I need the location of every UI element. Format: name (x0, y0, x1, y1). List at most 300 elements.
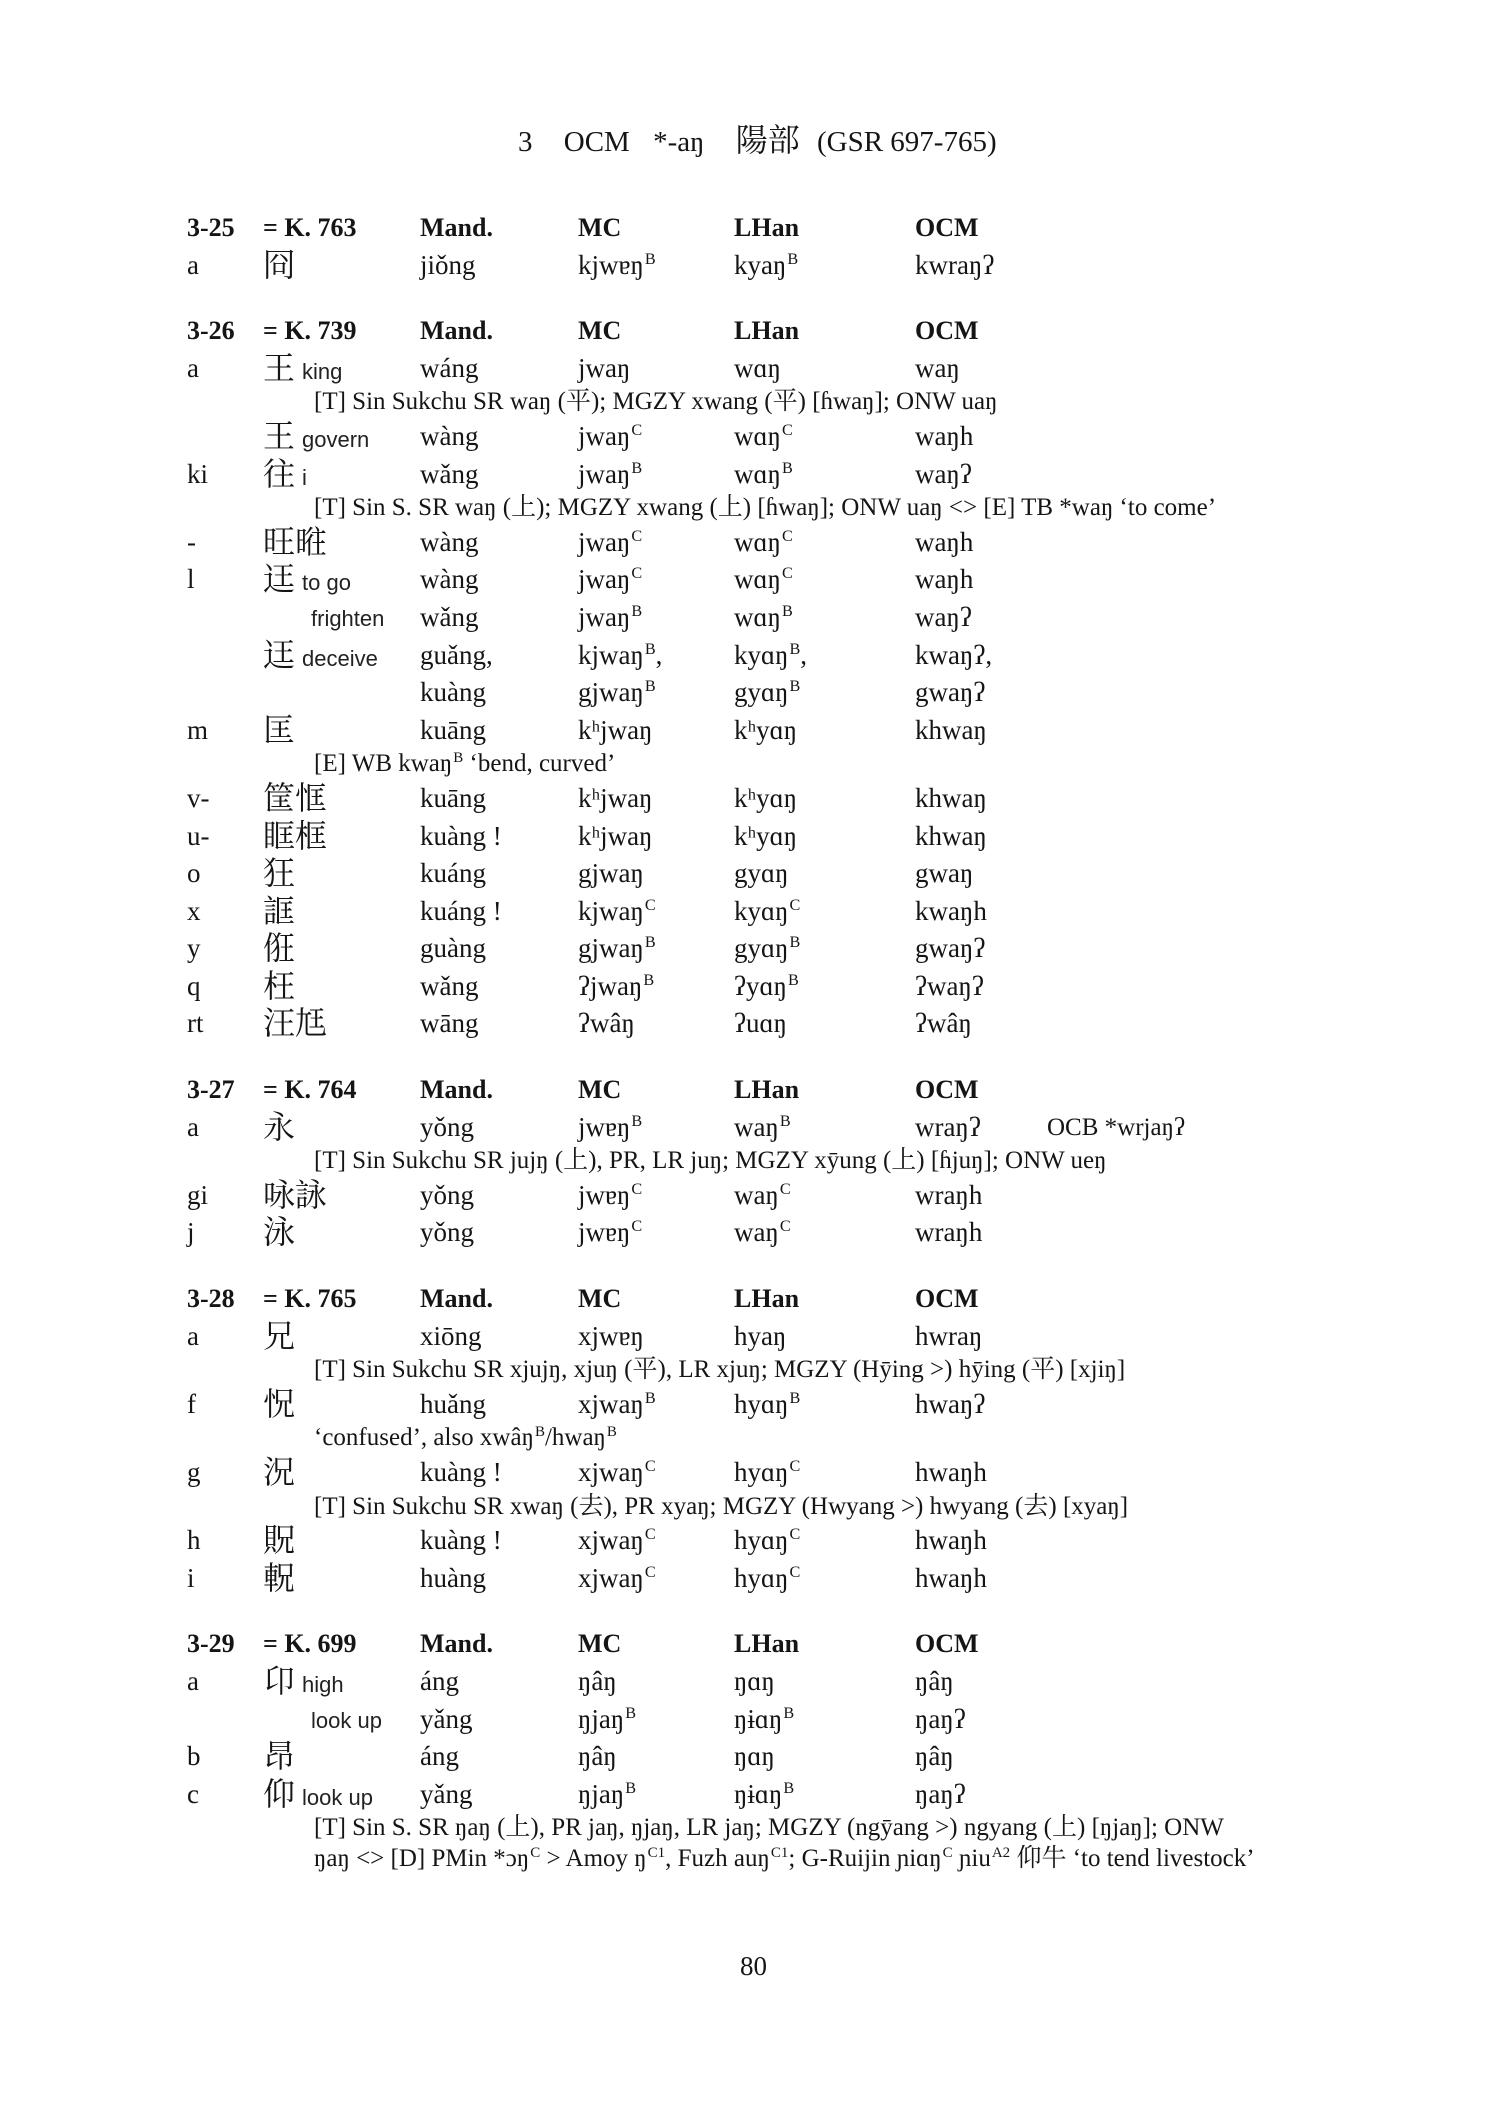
middle-chinese-reading (578, 599, 642, 637)
tone-category-mark: C (789, 1525, 801, 1544)
entry-label: ki (187, 458, 209, 489)
head-word (263, 1701, 382, 1740)
section-number: 3-29 (187, 1629, 235, 1659)
column-header-mandarin: Mand. (420, 1284, 493, 1314)
entry-row (0, 712, 1500, 750)
note-segment: ; G-Ruijin ɲiɑŋ (788, 1844, 942, 1872)
entry-row (0, 780, 1500, 818)
mandarin-reading: huàng (420, 1562, 486, 1593)
later-han-reading (734, 561, 793, 599)
middle-chinese-reading: gjwaŋ (578, 858, 644, 889)
head-character: 枉 (263, 967, 296, 1004)
middle-chinese-reading: ŋâŋ (578, 1665, 617, 1696)
tone-category-mark: B (644, 933, 656, 952)
later-han-reading (734, 1214, 791, 1252)
entry-row (0, 818, 1500, 856)
middle-chinese-reading-text: ŋjaŋ (578, 1703, 625, 1734)
tone-category-mark: C (779, 1217, 791, 1236)
entry-row (0, 247, 1500, 285)
later-han-reading-text: gyɑŋ (734, 933, 789, 964)
middle-chinese-reading-text: jwaŋ (578, 564, 631, 595)
head-character: 王 (263, 417, 296, 454)
entry-row (0, 1522, 1500, 1560)
entry-row (0, 599, 1500, 637)
column-header-old-chinese: OCM (915, 316, 979, 346)
old-chinese-reading: hwaŋh (915, 1525, 987, 1556)
entry-label: j (187, 1217, 195, 1248)
later-han-reading (734, 247, 798, 285)
ocb-reconstruction: OCB *wrjaŋʔ (1047, 1113, 1186, 1141)
later-han-reading (734, 1177, 791, 1215)
later-han-reading-text: wɑŋ (734, 420, 781, 451)
entry-row (0, 1701, 1500, 1739)
middle-chinese-reading-text: jwaŋ (578, 458, 631, 489)
gloss: deceive (302, 645, 378, 671)
later-han-reading-text: kyɑŋ (734, 895, 789, 926)
section-3-29 (0, 1625, 1500, 1874)
later-han-reading-text: waŋ (734, 1111, 779, 1142)
entry-label: gi (187, 1179, 209, 1210)
column-header-middle-chinese: MC (578, 1075, 622, 1105)
head-character: 況 (263, 1454, 296, 1490)
middle-chinese-reading-text: jwaŋ (578, 420, 631, 451)
later-han-reading: kʰyɑŋ (734, 820, 798, 851)
mandarin-reading: wàng (420, 564, 479, 595)
note-segment: ‘bend, curved’ (463, 750, 616, 778)
section-number: 3-27 (187, 1075, 235, 1105)
head-character: 狂 (263, 855, 296, 892)
middle-chinese-reading (578, 893, 656, 931)
column-header-middle-chinese: MC (578, 1284, 622, 1314)
head-word (263, 1454, 295, 1494)
entry-label: a (187, 1111, 199, 1142)
entry-label: q (187, 970, 201, 1001)
section-header (0, 1280, 1500, 1318)
tone-category-mark: B (787, 970, 799, 989)
note-text (314, 1355, 1125, 1386)
entry-row (0, 1454, 1500, 1492)
middle-chinese-reading (578, 674, 656, 712)
entry-row (0, 1386, 1500, 1424)
mandarin-reading: wǎng (420, 458, 479, 489)
column-header-later-han: LHan (734, 1629, 800, 1659)
note-row (0, 1146, 1500, 1177)
section-3-25 (0, 209, 1500, 284)
middle-chinese-reading (578, 1109, 642, 1147)
later-han-reading-text: ŋɨɑŋ (734, 1703, 783, 1734)
head-word (263, 350, 342, 391)
later-han-reading: kʰyɑŋ (734, 714, 798, 745)
note-segment: [T] Sin Sukchu SR waŋ (平); MGZY xwang (平) [ɦwaŋ]; ONW uaŋ (314, 388, 998, 416)
note-segment: [T] Sin S. SR waŋ (上); MGZY xwang (上) [ɦwaŋ]; ONW uaŋ <> [E] TB *waŋ ‘to come’ (314, 494, 1217, 522)
head-character: 永 (263, 1108, 296, 1145)
entry-row (0, 674, 1500, 712)
entry-label: g (187, 1457, 201, 1487)
middle-chinese-reading-text: jwaŋ (578, 601, 631, 632)
mandarin-reading: kuàng ! (420, 820, 502, 851)
mandarin-reading: jiǒng (420, 249, 476, 280)
gloss: i (302, 464, 307, 490)
note-superscript: B (453, 750, 464, 767)
later-han-reading-text: waŋ (734, 1217, 779, 1248)
tone-category-mark: C (644, 1562, 656, 1581)
entry-row (0, 524, 1500, 562)
tone-category-mark: B (783, 1778, 795, 1797)
entry-label: m (187, 714, 209, 745)
mandarin-reading: kuàng ! (420, 1525, 502, 1556)
head-word (263, 855, 295, 895)
entry-row (0, 1738, 1500, 1776)
head-word (263, 893, 295, 933)
gsr-range: (GSR 697-765) (816, 126, 997, 158)
column-header-later-han: LHan (734, 316, 800, 346)
head-character: 迋 (263, 636, 296, 673)
entry-row (0, 637, 1500, 675)
middle-chinese-reading: jwaŋ (578, 352, 631, 383)
entry-label: x (187, 895, 201, 926)
note-superscript: B (534, 1424, 545, 1441)
later-han-reading-text: wɑŋ (734, 564, 781, 595)
entry-row (0, 350, 1500, 388)
old-chinese-reading: waŋh (915, 564, 974, 595)
old-chinese-reading: gwaŋ (915, 858, 974, 889)
later-han-reading: ŋɑŋ (734, 1741, 775, 1772)
tone-category-mark: B (781, 458, 793, 477)
head-word (263, 1776, 373, 1817)
head-word (263, 1663, 344, 1704)
entry-row (0, 855, 1500, 893)
note-text (314, 1844, 1255, 1875)
old-chinese-reading: ŋâŋ (915, 1741, 954, 1772)
section-header (0, 312, 1500, 350)
entry-label: y (187, 933, 201, 964)
later-han-reading-text: kyɑŋ (734, 639, 789, 670)
old-chinese-reading: waŋh (915, 526, 974, 557)
tone-category-mark: B (644, 249, 656, 268)
entry-row (0, 1005, 1500, 1043)
middle-chinese-reading: kʰjwaŋ (578, 820, 653, 851)
head-character: 泳 (263, 1214, 296, 1251)
entry-row (0, 1560, 1500, 1598)
entry-row (0, 930, 1500, 968)
head-word (263, 930, 295, 970)
column-header-mandarin: Mand. (420, 213, 493, 242)
tone-category-mark: B (644, 639, 656, 658)
middle-chinese-reading: xjwɐŋ (578, 1320, 644, 1351)
note-segment: ŋaŋ <> [D] PMin *ɔŋ (314, 1844, 530, 1872)
entry-label: a (187, 1665, 199, 1696)
tone-category-mark: C (781, 420, 793, 439)
head-character: 汪尪 (263, 1005, 328, 1042)
head-word (263, 1214, 295, 1254)
middle-chinese-reading (578, 637, 662, 675)
note-text (314, 1492, 1128, 1523)
middle-chinese-reading-text: jwaŋ (578, 526, 631, 557)
note-row (0, 1492, 1500, 1523)
karlgren-reference: = K. 763 (263, 213, 357, 242)
tone-category-mark: C (789, 1456, 801, 1475)
head-character: 迋 (263, 561, 296, 598)
mandarin-reading: huǎng (420, 1388, 486, 1419)
rhyme-final: *-aŋ (653, 126, 705, 158)
column-header-middle-chinese: MC (578, 1629, 622, 1659)
tone-category-mark: C (781, 564, 793, 583)
entry-label: c (187, 1778, 199, 1809)
later-han-reading-text: hyɑŋ (734, 1525, 789, 1556)
tone-category-mark: B (644, 1388, 656, 1407)
old-chinese-reading: hwraŋ (915, 1320, 983, 1351)
tone-category-mark: B (783, 1703, 795, 1722)
section-3-26 (0, 312, 1500, 1043)
section-number: 3-26 (187, 316, 235, 346)
head-character: 軦 (263, 1559, 296, 1596)
middle-chinese-reading (578, 1386, 656, 1424)
old-chinese-reading: ʔwâŋ (915, 1008, 972, 1039)
entry-label: b (187, 1741, 201, 1772)
entry-label: l (187, 564, 195, 595)
mandarin-reading: wàng (420, 526, 479, 557)
later-han-reading (734, 599, 793, 637)
rhyme-group-characters: 陽部 (735, 122, 800, 158)
mandarin-reading: áng (420, 1665, 459, 1696)
middle-chinese-reading-text: xjwaŋ (578, 1388, 644, 1419)
karlgren-reference: = K. 765 (263, 1284, 357, 1314)
entry-row (0, 1177, 1500, 1215)
section-header (0, 1071, 1500, 1109)
note-superscript: B (606, 1424, 617, 1441)
entry-row (0, 1109, 1500, 1147)
old-chinese-reading: waŋʔ (915, 601, 972, 632)
head-character: 筐恇 (263, 779, 328, 816)
old-chinese-reading: gwaŋʔ (915, 933, 986, 964)
column-header-mandarin: Mand. (420, 1075, 493, 1105)
tone-category-mark: C (631, 420, 643, 439)
head-character: 眶框 (263, 817, 328, 854)
middle-chinese-reading (578, 1214, 642, 1252)
entry-list (0, 209, 1500, 1875)
note-superscript: C (942, 1844, 953, 1861)
head-word (263, 1738, 295, 1778)
column-header-old-chinese: OCM (915, 213, 979, 242)
head-word (263, 637, 378, 678)
later-han-reading-text: kyaŋ (734, 249, 787, 280)
mandarin-reading: wǎng (420, 970, 479, 1001)
later-han-reading-text: wɑŋ (734, 526, 781, 557)
note-segment: 仰牛 ‘to tend livestock’ (1010, 1844, 1255, 1872)
middle-chinese-reading-text: ŋjaŋ (578, 1778, 625, 1809)
head-word (263, 780, 327, 820)
note-row (0, 1844, 1500, 1875)
tone-category-mark: C (789, 895, 801, 914)
old-chinese-reading: kwaŋh (915, 895, 987, 926)
later-han-reading (734, 893, 800, 931)
entry-label: a (187, 352, 199, 383)
head-word (263, 1318, 295, 1358)
tone-category-mark: B (789, 639, 801, 658)
mandarin-reading: wàng (420, 420, 479, 451)
note-segment: , Fuzh auŋ (665, 1844, 770, 1872)
head-character: 誆 (263, 892, 296, 929)
gloss: govern (302, 426, 370, 452)
tone-category-mark: C (779, 1179, 791, 1198)
middle-chinese-reading (578, 561, 642, 599)
entry-label: i (187, 1562, 195, 1593)
note-segment: ɲiu (952, 1844, 991, 1872)
middle-chinese-reading-text: kjwɐŋ (578, 249, 644, 280)
mandarin-reading: wǎng (420, 601, 479, 632)
old-chinese-reading: wraŋʔ (915, 1111, 981, 1142)
old-chinese-reading: gwaŋʔ (915, 677, 986, 708)
head-word (263, 818, 327, 858)
middle-chinese-reading (578, 1454, 656, 1492)
old-chinese-reading: ŋâŋ (915, 1665, 954, 1696)
middle-chinese-reading-text: jwɐŋ (578, 1111, 631, 1142)
head-word (263, 561, 351, 602)
tone-category-mark: B (789, 933, 801, 952)
tone-category-mark: C (631, 526, 643, 545)
head-word (263, 1560, 295, 1600)
later-han-reading (734, 674, 800, 712)
karlgren-reference: = K. 764 (263, 1075, 357, 1105)
note-segment: [T] Sin Sukchu SR xwaŋ (去), PR xyaŋ; MGZY (Hwyang >) hwyang (去) [xyaŋ] (314, 1492, 1129, 1520)
middle-chinese-reading-text: xjwaŋ (578, 1525, 644, 1556)
karlgren-reference: = K. 699 (263, 1629, 357, 1659)
later-han-reading (734, 1560, 800, 1598)
section-header (0, 209, 1500, 247)
entry-label: v- (187, 782, 210, 813)
head-character: 咏詠 (263, 1176, 328, 1213)
entry-row (0, 1776, 1500, 1814)
mandarin-reading: kuāng (420, 714, 486, 745)
head-character: 卬 (263, 1662, 296, 1699)
middle-chinese-reading-text: jwɐŋ (578, 1217, 631, 1248)
later-han-reading (734, 524, 793, 562)
tone-category-mark: B (789, 1388, 801, 1407)
note-row (0, 493, 1500, 524)
old-chinese-reading: ŋaŋʔ (915, 1703, 966, 1734)
entry-row (0, 893, 1500, 931)
later-han-reading (734, 1522, 800, 1560)
tone-category-mark: C (644, 1456, 656, 1475)
column-header-mandarin: Mand. (420, 1629, 493, 1659)
mandarin-reading: kuáng ! (420, 895, 502, 926)
note-superscript: C1 (647, 1844, 666, 1861)
mandarin-reading: yǒng (420, 1111, 474, 1142)
note-segment: ‘confused’, also xwâŋ (314, 1424, 534, 1452)
column-header-later-han: LHan (734, 1075, 800, 1105)
entry-row (0, 1663, 1500, 1701)
note-segment: [T] Sin Sukchu SR xjujŋ, xjuŋ (平), LR xjuŋ; MGZY (Hȳing >) hȳing (平) [xjiŋ] (314, 1356, 1126, 1384)
mandarin-reading: yǎng (420, 1703, 473, 1734)
note-superscript: C1 (770, 1844, 789, 1861)
entry-row (0, 456, 1500, 494)
later-han-reading (734, 930, 800, 968)
middle-chinese-reading (578, 1776, 636, 1814)
entry-label: rt (187, 1008, 204, 1039)
later-han-reading (734, 1701, 794, 1739)
old-chinese-reading: khwaŋ (915, 820, 987, 851)
section-number: 3-28 (187, 1284, 235, 1314)
middle-chinese-reading (578, 247, 656, 285)
tone-category-mark: B (625, 1778, 637, 1797)
mandarin-reading: guàng (420, 933, 486, 964)
later-han-reading: hyaŋ (734, 1320, 787, 1351)
head-word (263, 712, 295, 752)
mandarin-reading: wáng (420, 352, 479, 383)
head-word (263, 599, 384, 638)
tone-category-mark: B (787, 249, 799, 268)
head-word (263, 524, 327, 564)
old-chinese-reading: hwaŋh (915, 1562, 987, 1593)
later-han-reading-text: hyɑŋ (734, 1562, 789, 1593)
middle-chinese-reading-text: xjwaŋ (578, 1457, 644, 1487)
middle-chinese-reading (578, 930, 656, 968)
entry-label: o (187, 858, 201, 889)
punctuation: , (800, 639, 808, 670)
note-superscript: C (530, 1844, 541, 1861)
tone-category-mark: C (631, 1179, 643, 1198)
head-character: 冏 (263, 246, 296, 283)
later-han-reading-text: waŋ (734, 1179, 779, 1210)
tone-category-mark: C (631, 564, 643, 583)
middle-chinese-reading-text: gjwaŋ (578, 933, 644, 964)
head-word (263, 1522, 295, 1562)
later-han-reading (734, 1454, 800, 1492)
note-text (314, 1813, 1224, 1844)
entry-label: h (187, 1525, 201, 1556)
note-text (314, 493, 1216, 524)
section-header (0, 1625, 1500, 1663)
old-chinese-reading: wraŋh (915, 1217, 983, 1248)
entry-label: f (187, 1388, 196, 1419)
gloss: high (302, 1671, 344, 1697)
note-segment: [T] Sin Sukchu SR jujŋ (上), PR, LR juŋ; MGZY xȳung (上) [ɦjuŋ]; ONW ueŋ (314, 1147, 1107, 1175)
head-character: 昂 (263, 1738, 296, 1775)
tone-category-mark: B (644, 677, 656, 696)
middle-chinese-reading (578, 968, 654, 1006)
entry-row (0, 1318, 1500, 1356)
entry-row (0, 561, 1500, 599)
note-text (314, 749, 615, 780)
old-chinese-reading: khwaŋ (915, 782, 987, 813)
head-character: 匡 (263, 711, 296, 748)
old-chinese-reading: kwaŋʔ, (915, 639, 993, 670)
mandarin-reading: áng (420, 1741, 459, 1772)
head-character: 貺 (263, 1522, 296, 1559)
later-han-reading-text: ʔyɑŋ (734, 970, 787, 1001)
later-han-reading (734, 968, 799, 1006)
chapter-label: OCM (563, 126, 630, 158)
head-word (263, 1386, 295, 1426)
head-word (263, 1005, 327, 1045)
middle-chinese-reading (578, 1560, 656, 1598)
note-row (0, 1423, 1500, 1454)
old-chinese-reading: ŋaŋʔ (915, 1778, 966, 1809)
section-number: 3-25 (187, 213, 235, 242)
note-segment: [E] WB kwaŋ (314, 750, 453, 778)
mandarin-reading: xiōng (420, 1320, 482, 1351)
head-word (263, 247, 295, 287)
old-chinese-reading: wraŋh (915, 1179, 983, 1210)
middle-chinese-reading: ŋâŋ (578, 1741, 617, 1772)
later-han-reading (734, 1109, 791, 1147)
later-han-reading-text: gyɑŋ (734, 677, 789, 708)
entry-row (0, 1214, 1500, 1252)
head-character: 往 (263, 455, 296, 492)
later-han-reading: gyɑŋ (734, 858, 789, 889)
middle-chinese-reading (578, 1701, 636, 1739)
tone-category-mark: B (781, 601, 793, 620)
